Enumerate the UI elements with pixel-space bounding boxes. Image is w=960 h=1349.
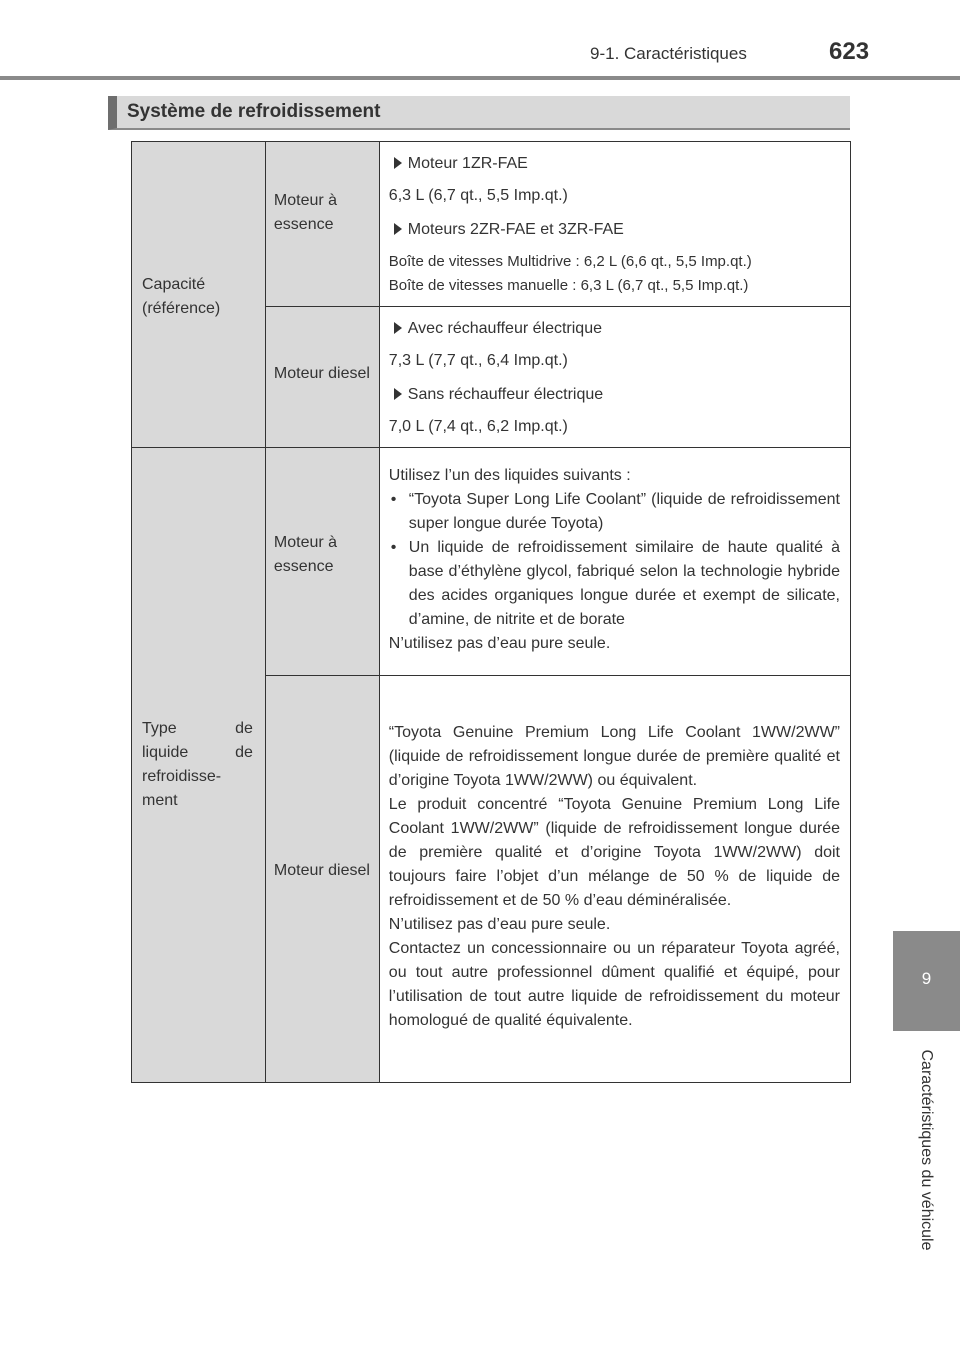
- coolant-type-label-cell: [132, 448, 266, 1083]
- bullet-dot-icon: •: [390, 490, 397, 508]
- coolant-diesel-para2: Le produit concentré “Toyota Genuine Premium Long Life Coolant 1WW/2WW” (liquide de refroidissement longue durée de première qualité et d’origine Toyota 1WW/2WW) doit toujours faire l’objet d’un mélange de 50 % de liquide de refroidissement et de 50 % d’eau déminéralisée.: [388, 796, 840, 909]
- capacity-petrol-label: Moteur à essence: [273, 192, 338, 233]
- header-rule: [0, 76, 960, 80]
- header-section-title: 9-1. Caractéristiques: [590, 44, 747, 63]
- capacity-diesel-sub2: [389, 383, 840, 407]
- triangle-bullet-icon: [394, 223, 402, 235]
- coolant-petrol-note: N’utilisez pas d’eau pure seule.: [388, 634, 611, 652]
- list-item: [389, 488, 840, 536]
- chapter-label-text: Caractéristiques du véhicule: [918, 1049, 935, 1251]
- capacity-petrol-label-cell: [265, 142, 379, 307]
- capacity-diesel-sub1: [389, 317, 840, 341]
- capacity-diesel-label-cell: [265, 307, 379, 448]
- capacity-petrol-value-cell: [379, 142, 850, 307]
- coolant-type-label-line2: liquide de: [142, 744, 253, 761]
- capacity-petrol-sub1-title: Moteur 1ZR-FAE: [407, 155, 528, 172]
- capacity-diesel-sub2-title: Sans réchauffeur électrique: [407, 386, 604, 403]
- triangle-bullet-icon: [394, 157, 402, 169]
- page-number: 623: [829, 38, 870, 65]
- coolant-type-label-line1: Type de: [142, 720, 253, 737]
- coolant-diesel-value-cell: [379, 676, 850, 1083]
- capacity-petrol-sub1: [389, 152, 840, 176]
- coolant-diesel-label-cell: [265, 676, 379, 1083]
- capacity-label-cell: [132, 142, 266, 448]
- capacity-diesel-value-cell: [379, 307, 850, 448]
- capacity-diesel-sub1-title: Avec réchauffeur électrique: [407, 320, 602, 337]
- capacity-petrol-sub2-line1: Boîte de vitesses Multidrive : 6,2 L (6,6 qt., 5,5 Imp.qt.): [388, 253, 752, 270]
- section-heading-text: Système de refroidissement: [127, 101, 381, 122]
- coolant-petrol-intro: Utilisez l’un des liquides suivants :: [388, 466, 631, 484]
- chapter-number: 9: [921, 969, 932, 988]
- capacity-label: Capacité (référence): [142, 275, 221, 317]
- capacity-petrol-sub1-value: 6,3 L (6,7 qt., 5,5 Imp.qt.): [388, 187, 568, 204]
- capacity-petrol-sub2-line2: Boîte de vitesses manuelle : 6,3 L (6,7 qt., 5,5 Imp.qt.): [388, 277, 749, 294]
- capacity-diesel-sub2-value: 7,0 L (7,4 qt., 6,2 Imp.qt.): [388, 418, 568, 435]
- capacity-diesel-label: Moteur diesel: [273, 365, 370, 382]
- capacity-petrol-sub2-title: Moteurs 2ZR-FAE et 3ZR-FAE: [407, 221, 624, 238]
- triangle-bullet-icon: [394, 388, 402, 400]
- table-row: [132, 142, 851, 307]
- coolant-diesel-para1: “Toyota Genuine Premium Long Life Coolant 1WW/2WW” (liquide de refroidissement longue durée de première qualité et d’origine Toyota 1WW/2WW) ou équivalent.: [388, 724, 840, 789]
- coolant-type-label-line4: ment: [142, 792, 178, 809]
- coolant-diesel-para4: Contactez un concessionnaire ou un réparateur Toyota agréé, ou tout autre professionnel dûment qualifié et équipé, pour l’utilisation de tout autre liquide de refroidissement du moteur homologué de qualité équivalente.: [388, 940, 840, 1029]
- coolant-petrol-bullet2: Un liquide de refroidissement similaire de haute qualité à base d’éthylène glycol, fabriqué selon la technologie hybride des acides organiques longue durée et exempt de silicate, d’amine, de nitrite et de borate: [408, 538, 840, 628]
- coolant-spec-table: [131, 141, 851, 1083]
- coolant-petrol-label-cell: [265, 448, 379, 676]
- chapter-tab: [893, 931, 960, 1031]
- coolant-type-label-line3: refroidisse-: [142, 768, 222, 785]
- coolant-diesel-label: Moteur diesel: [273, 862, 370, 879]
- coolant-petrol-value-cell: [379, 448, 850, 676]
- coolant-diesel-para3: N’utilisez pas d’eau pure seule.: [388, 916, 611, 933]
- capacity-petrol-sub2: [389, 218, 840, 242]
- page-header: [0, 0, 960, 80]
- capacity-diesel-sub1-value: 7,3 L (7,7 qt., 6,4 Imp.qt.): [388, 352, 568, 369]
- table-row: [132, 448, 851, 676]
- bullet-dot-icon: •: [390, 538, 397, 556]
- triangle-bullet-icon: [394, 322, 402, 334]
- coolant-petrol-bullet1: “Toyota Super Long Life Coolant” (liquide de refroidissement super longue durée Toyota): [408, 490, 840, 532]
- list-item: [389, 536, 840, 632]
- coolant-petrol-bullet-list: [389, 488, 840, 632]
- section-heading: [108, 96, 850, 130]
- coolant-petrol-label: Moteur à essence: [273, 533, 338, 575]
